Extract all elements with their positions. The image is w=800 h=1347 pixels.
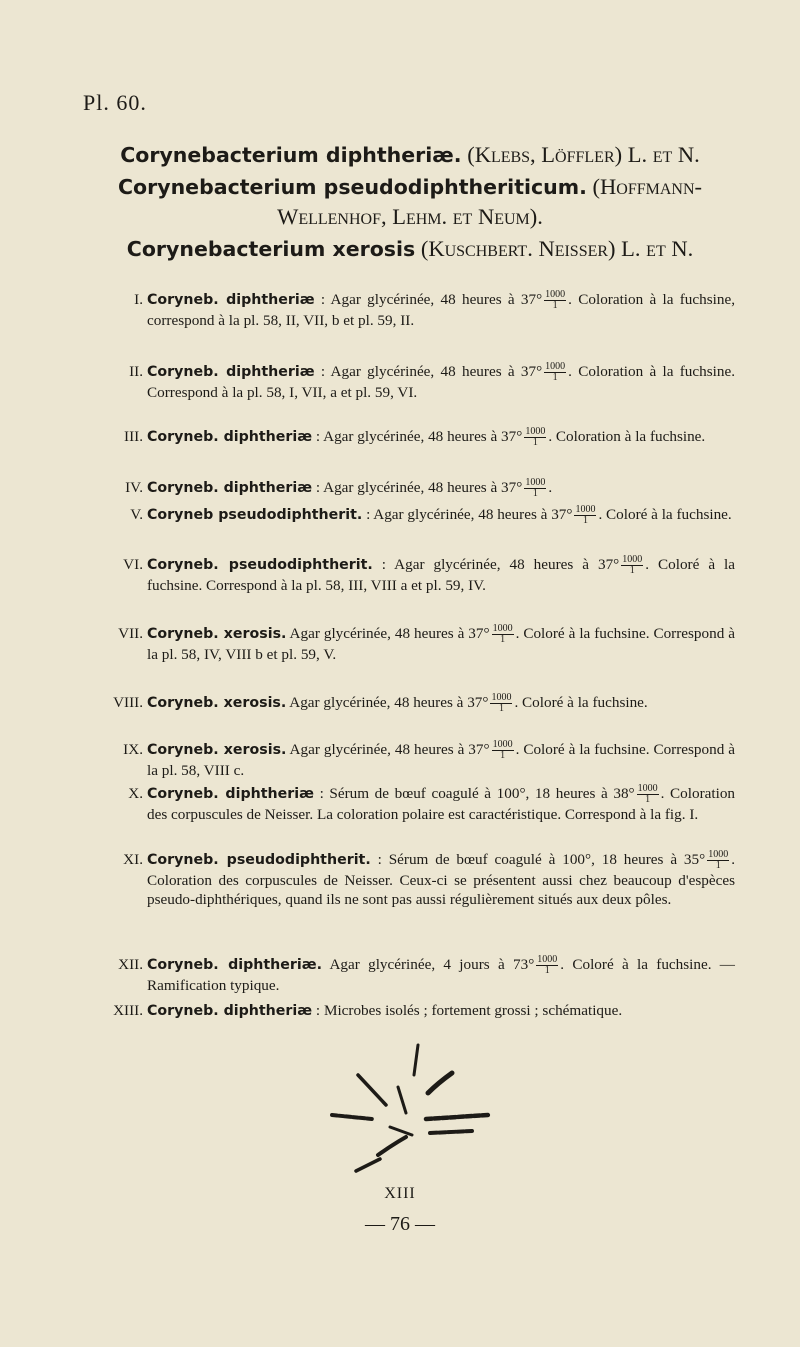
entry-species: Coryneb. xerosis. [147, 626, 287, 642]
heading-species: Corynebacterium diphtheriæ. [120, 143, 462, 167]
magnification-fraction: $\frac{1000}{1}$ [622, 554, 643, 577]
entry-number: VI. [123, 556, 143, 573]
heading-authors: (Klebs, Löffler) L. et N. [467, 142, 700, 167]
entry-number: III. [124, 428, 143, 445]
entry-number: IV. [125, 479, 143, 496]
magnification-fraction: $\frac{1000}{1}$ [525, 477, 546, 500]
entry-species: Coryneb. diphtheriæ. [147, 957, 322, 973]
entry-13 [95, 1001, 735, 1021]
page-number: — 76 — [365, 1213, 435, 1235]
heading-1 [70, 140, 750, 170]
figure-caption: XIII [384, 1185, 416, 1202]
entry-text: Agar glycérinée, 48 heures à 37° [286, 694, 489, 711]
entry-tail: . Coloration à la fuchsine, correspond à la pl. 58, II, VII, b et pl. 59, II. [147, 291, 735, 330]
entry-number: XIII. [113, 1002, 143, 1019]
entry-tail: . [548, 479, 553, 496]
entry-species: Coryneb. diphtheriæ [147, 480, 313, 496]
entry-text: : Agar glycérinée, 48 heures à 37° [312, 428, 523, 445]
entry-number: IX. [123, 741, 143, 758]
entry-number: VII. [118, 625, 143, 642]
magnification-fraction: $\frac{1000}{1}$ [525, 426, 546, 449]
entry-number: V. [130, 506, 143, 523]
entry-tail: . Coloré à la fuchsine. Correspond à la pl. 58, III, VIII a et pl. 59, IV. [147, 556, 735, 595]
entry-11 [95, 850, 735, 909]
entry-species: Coryneb. pseudodiphtherit. [147, 852, 371, 868]
entry-number: XII. [118, 956, 143, 973]
plate-number: Pl. 60. [83, 90, 147, 115]
entry-tail: . Coloration à la fuchsine. Correspond à la pl. 58, I, VII, a et pl. 59, VI. [147, 363, 735, 402]
magnification-fraction: $\frac{1000}{1}$ [575, 504, 596, 527]
entry-text: Agar glycérinée, 4 jours à 73° [322, 956, 535, 973]
entry-text: : Microbes isolés ; fortement grossi ; schématique. [312, 1002, 623, 1019]
entry-tail: . Coloration des corpuscules de Neisser. La coloration polaire est caractéristique. Correspond à la fig. I. [147, 785, 736, 824]
entry-3 [95, 427, 735, 448]
magnification-fraction: $\frac{1000}{1}$ [708, 849, 729, 872]
schematic-bacteria-figure [320, 1035, 500, 1180]
entry-number: X. [128, 785, 143, 802]
magnification-fraction: $\frac{1000}{1}$ [545, 361, 566, 384]
entry-text: Agar glycérinée, 48 heures à 37° [286, 625, 490, 642]
entry-10 [95, 784, 735, 824]
heading-authors: (Hoffmann-Wellenhof, Lehm. et Neum). [277, 174, 703, 229]
magnification-fraction: $\frac{1000}{1}$ [492, 623, 513, 646]
entry-tail: . Coloration à la fuchsine. [548, 428, 706, 445]
entry-7 [95, 624, 735, 664]
heading-3 [70, 234, 750, 264]
entry-number: I. [134, 291, 143, 308]
entry-tail: . Coloré à la fuchsine. Correspond à la pl. 58, VIII c. [147, 741, 736, 780]
entry-5 [95, 505, 735, 526]
entry-species: Coryneb. xerosis. [147, 695, 287, 711]
heading-species: Corynebacterium xerosis [126, 237, 416, 261]
entry-species: Coryneb. diphtheriæ [147, 429, 313, 445]
entry-number: VIII. [113, 694, 143, 711]
entry-text: : Agar glycérinée, 48 heures à 37° [362, 506, 573, 523]
entry-tail: . Coloration des corpuscules de Neisser. Ceux-ci se présentent aussi chez beaucoup d'espèces pseudo-diphthériques, quand ils ne sont pas aussi régulièrement situés aux deux pôles. [147, 851, 735, 909]
entry-tail: . Coloré à la fuchsine. Correspond à la pl. 58, IV, VIII b et pl. 59, V. [147, 625, 736, 664]
entry-text: : Sérum de bœuf coagulé à 100°, 18 heures à 38° [313, 785, 635, 802]
entry-2 [95, 362, 735, 402]
entry-species: Coryneb. diphtheriæ [147, 364, 315, 380]
entry-species: Coryneb. pseudodiphtherit. [147, 557, 373, 573]
magnification-fraction: $\frac{1000}{1}$ [537, 954, 558, 977]
entry-8 [95, 693, 735, 714]
entry-text: : Agar glycérinée, 48 heures à 37° [314, 363, 543, 380]
heading-species: Corynebacterium pseudodiphtheriticum. [117, 175, 587, 199]
entry-text: Agar glycérinée, 48 heures à 37° [286, 741, 490, 758]
entry-9 [95, 740, 735, 780]
magnification-fraction: $\frac{1000}{1}$ [545, 289, 566, 312]
entry-text: : Sérum de bœuf coagulé à 100°, 18 heures à 35° [370, 851, 706, 868]
entry-species: Coryneb. xerosis. [147, 742, 287, 758]
entry-text: : Agar glycérinée, 48 heures à 37° [372, 556, 620, 573]
entry-species: Coryneb. diphtheriæ [147, 292, 315, 308]
entry-4 [95, 478, 735, 499]
heading-2 [70, 172, 750, 232]
entry-12 [95, 955, 735, 995]
entry-1 [95, 290, 735, 330]
entry-species: Coryneb. diphtheriæ [147, 786, 314, 802]
magnification-fraction: $\frac{1000}{1}$ [492, 739, 513, 762]
entry-text: : Agar glycérinée, 48 heures à 37° [312, 479, 523, 496]
magnification-fraction: $\frac{1000}{1}$ [637, 783, 658, 806]
magnification-fraction: $\frac{1000}{1}$ [491, 692, 512, 715]
entry-species: Coryneb. diphtheriæ [147, 1003, 313, 1019]
entry-tail: . Coloré à la fuchsine. [514, 694, 648, 711]
heading-authors: (Kuschbert. Neisser) L. et N. [420, 236, 694, 261]
entry-tail: . Coloré à la fuchsine. [598, 506, 732, 523]
entry-6 [95, 555, 735, 595]
entry-number: II. [129, 363, 143, 380]
entry-tail: . Coloré à la fuchsine. — Ramification typique. [147, 956, 735, 995]
entry-species: Coryneb pseudodiphtherit. [147, 507, 363, 523]
entry-number: XI. [123, 851, 143, 868]
entry-text: : Agar glycérinée, 48 heures à 37° [314, 291, 543, 308]
